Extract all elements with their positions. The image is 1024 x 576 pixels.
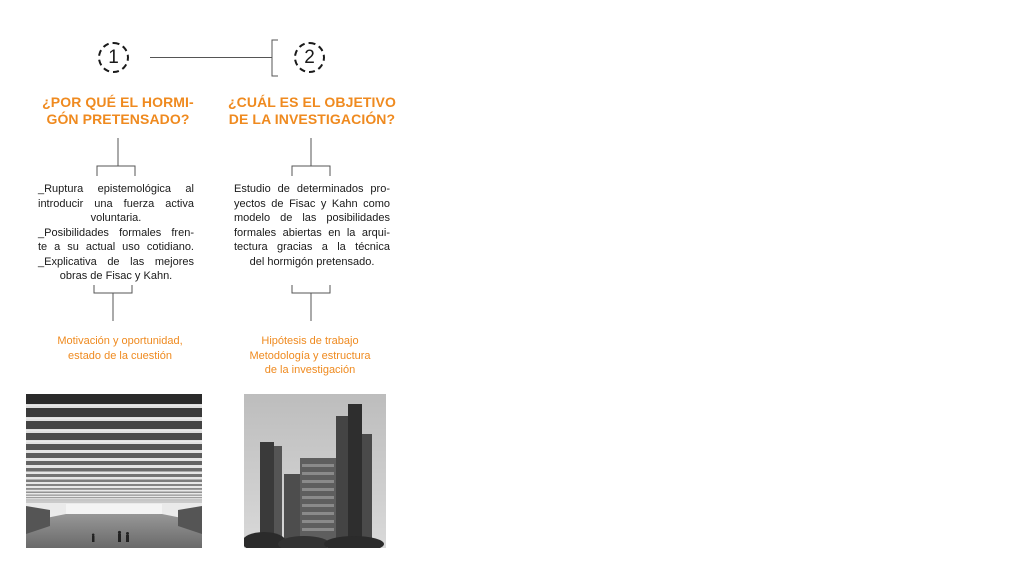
step-2-heading-line-2: DE LA INVESTIGACIÓN? (228, 111, 396, 127)
step-2-body-line-3: modelo de las posibilidades (234, 212, 390, 224)
step-1-body-line-5: te a su actual uso cotidiano. (38, 241, 194, 253)
step-2-body-line-2: yectos de Fisac y Kahn como (234, 197, 390, 210)
step-2-body-line-1: Estudio de determinados pro- (234, 183, 390, 195)
step-1-number-badge (98, 42, 129, 73)
step-1-number: 1 (108, 46, 119, 68)
step-1-heading (28, 94, 208, 128)
step-2-number-badge (294, 42, 325, 73)
step-2-body (234, 182, 390, 269)
concrete-ceiling-photo (26, 394, 202, 548)
step-2-body-line-4: formales abiertas en la arqui- (234, 226, 390, 239)
step-2-subtitle-line-1: Hipótesis de trabajo (261, 335, 359, 347)
step-1-heading-line-2: GÓN PRETENSADO? (46, 111, 190, 127)
step-2-body-line-5: tectura gracias a la técnica (234, 241, 390, 253)
step-1-body-line-4: _Posibilidades formales fren- (38, 226, 194, 239)
step-2-subtitle-line-3: de la investigación (264, 364, 356, 376)
towers-building-photo (244, 394, 386, 548)
step-1-body-line-7: obras de Fisac y Kahn. (59, 270, 173, 282)
step-1-heading-line-1: ¿POR QUÉ EL HORMI- (42, 94, 194, 110)
step-2-subtitle-line-2: Metodología y estructura (249, 349, 371, 362)
step-1-subtitle (44, 334, 196, 363)
step-2-heading-line-1: ¿CUÁL ES EL OBJETIVO (228, 94, 396, 110)
step-2-body-line-6: del hormigón pretensado. (249, 255, 375, 268)
step-2-number: 2 (304, 46, 315, 68)
step-1-subtitle-line-2: estado de la cuestión (68, 349, 172, 362)
step-2-subtitle (230, 334, 390, 378)
step-2-heading (214, 94, 410, 128)
step-1-body-line-2: introducir una fuerza activa (38, 197, 194, 210)
step-1-subtitle-line-1: Motivación y oportunidad, (57, 335, 183, 347)
step-1-body-line-6: _Explicativa de las mejores (38, 255, 194, 268)
step-1-body-line-3: voluntaria. (90, 212, 142, 224)
step-1-body (38, 182, 194, 284)
step-1-body-line-1: _Ruptura epistemológica al (38, 183, 194, 195)
